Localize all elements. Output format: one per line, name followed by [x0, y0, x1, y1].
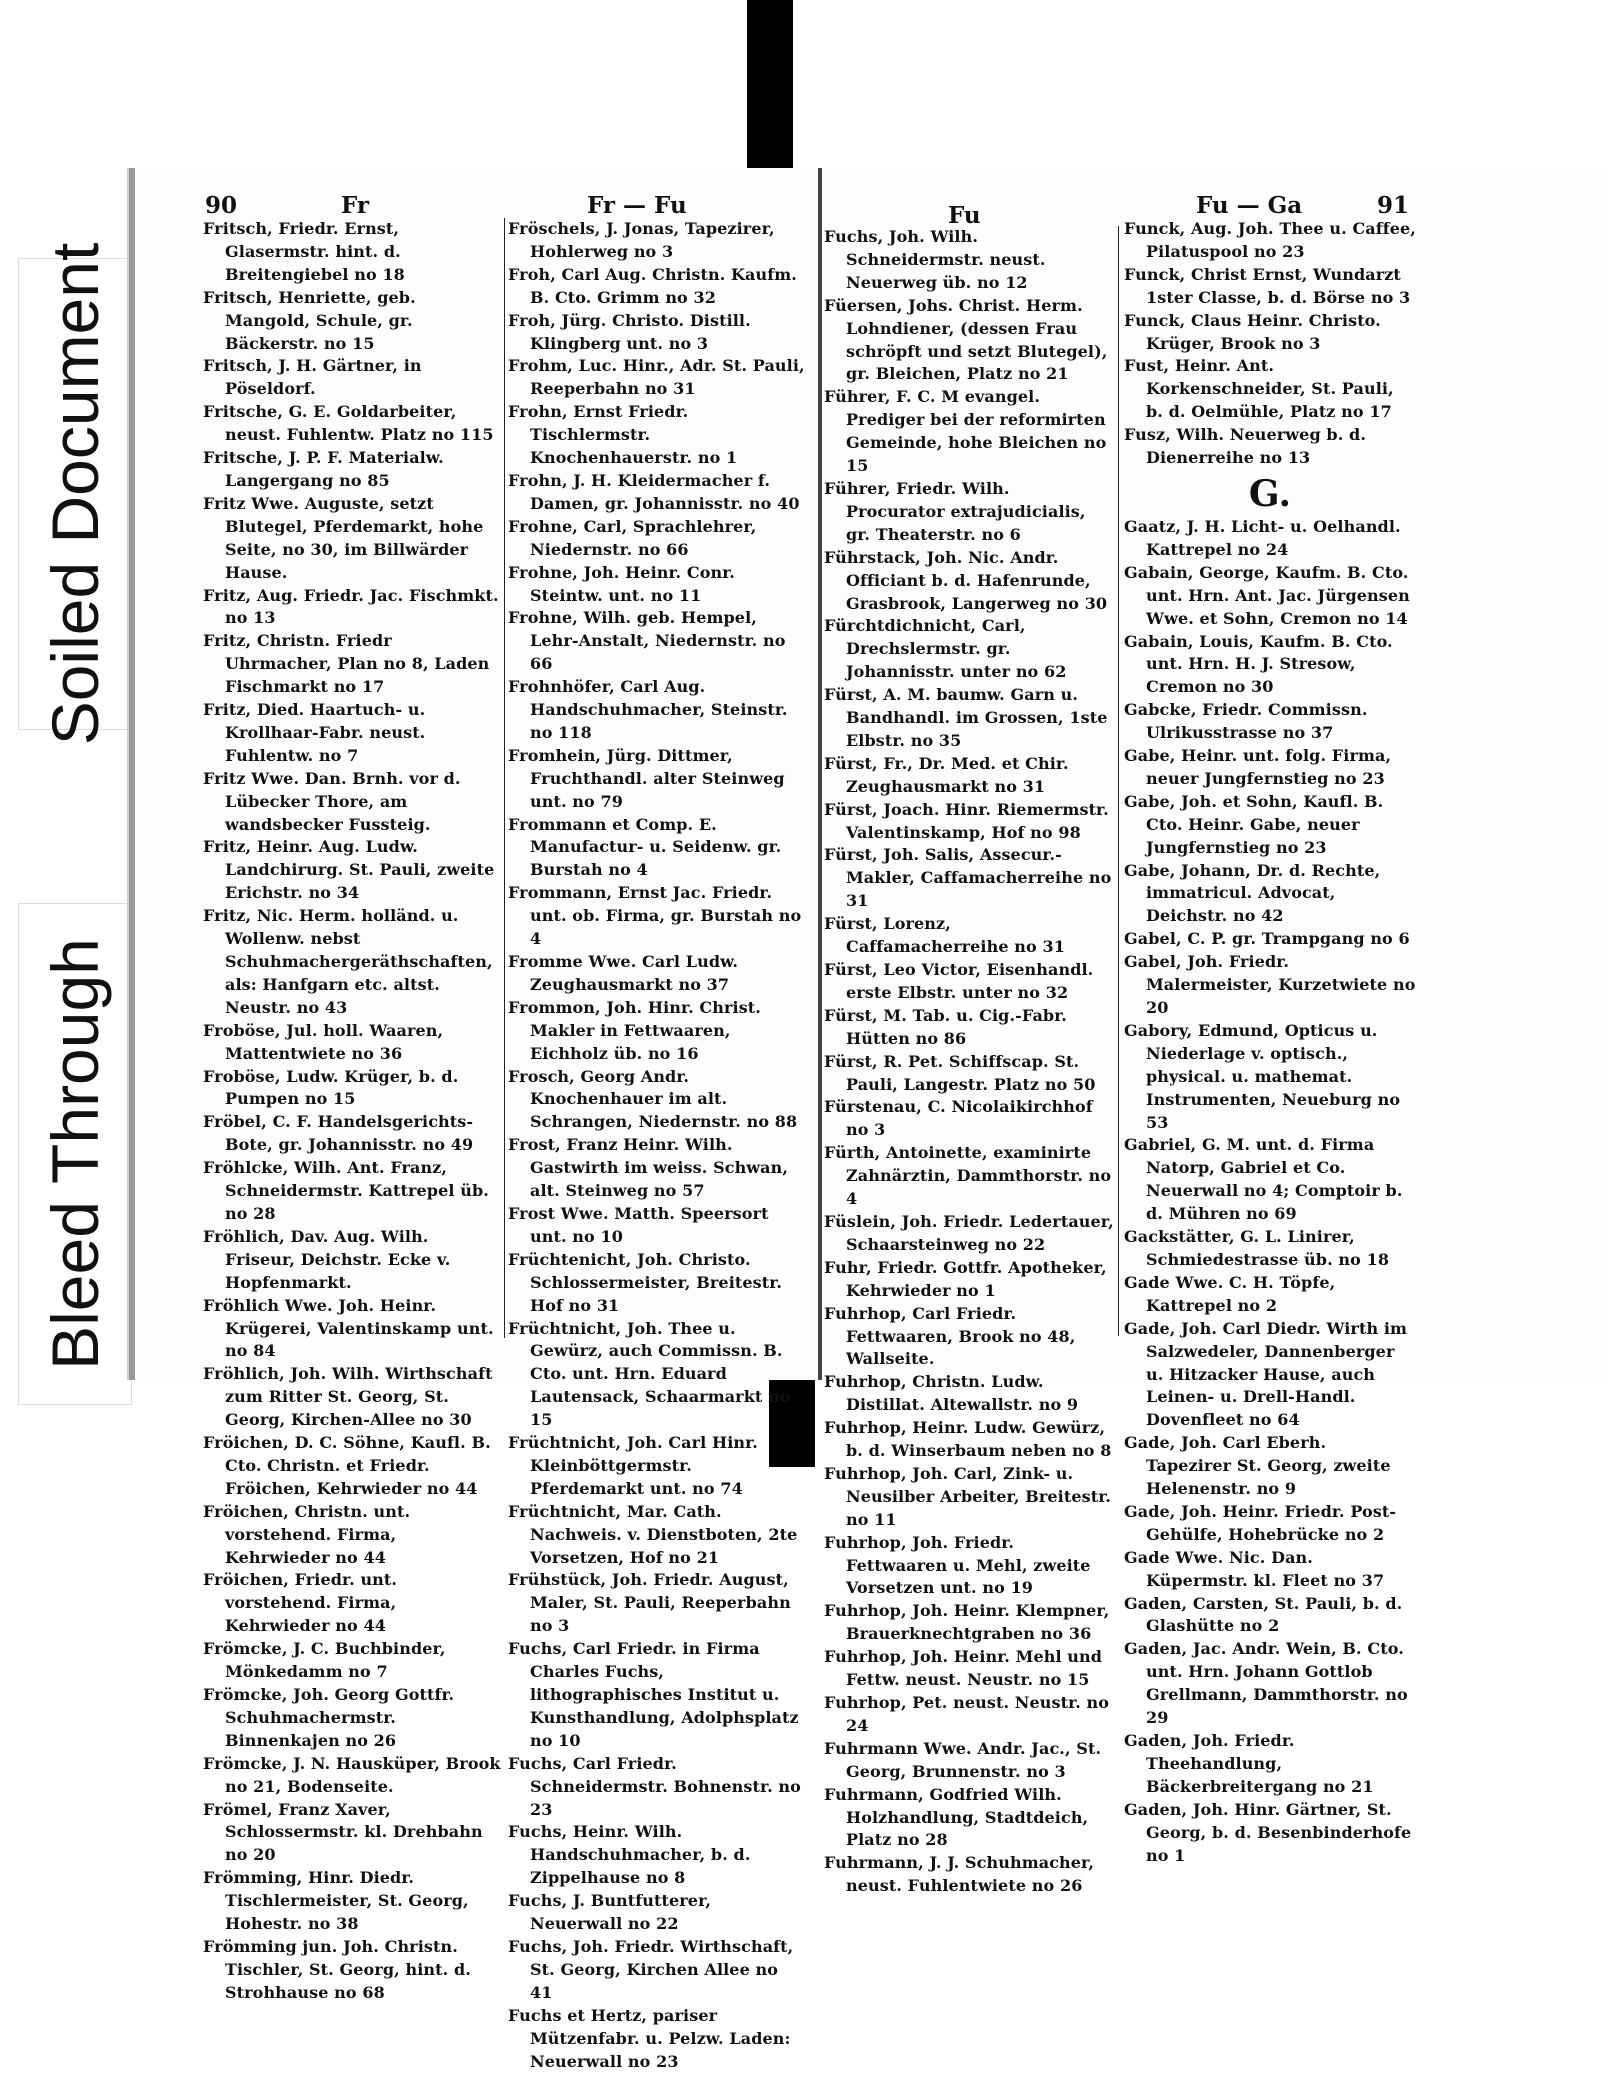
directory-entry: Fröichen, Christn. unt. vorstehend. Firma, Kehrwieder no 44 [203, 1501, 411, 1567]
directory-entry: Gabriel, G. M. unt. d. Firma Natorp, Gabriel et Co. Neuerwall no 4; Comptoir b. d. Mühren no 69 [1124, 1135, 1403, 1224]
directory-entry: Gaden, Carsten, St. Pauli, b. d. Glashütte no 2 [1124, 1593, 1403, 1636]
directory-entry: Frohm, Luc. Hinr., Adr. St. Pauli, Reeperbahn no 31 [508, 356, 805, 399]
directory-entry: Gabe, Johann, Dr. d. Rechte, immatricul. Advocat, Deichstr. no 42 [1124, 860, 1381, 926]
directory-entry: Fürst, Lorenz, Caffamacherreihe no 31 [824, 914, 1065, 957]
directory-entry: Froböse, Ludw. Krüger, b. d. Pumpen no 15 [203, 1066, 459, 1109]
directory-entry: Fuhrhop, Pet. neust. Neustr. no 24 [824, 1693, 1110, 1735]
directory-entry: Gaatz, J. H. Licht- u. Oelhandl. Kattrepel no 24 [1124, 516, 1401, 559]
directory-entry: Fürst, M. Tab. u. Cig.-Fabr. Hütten no 86 [824, 1005, 1067, 1048]
directory-entry: Frömcke, Joh. Georg Gottfr. Schuhmachermstr. Binnenkajen no 26 [203, 1685, 455, 1750]
right-page-number: 91 [1377, 192, 1410, 219]
directory-entry: Gaden, Jac. Andr. Wein, B. Cto. unt. Hrn. Johann Gottlob Grellmann, Dammthorstr. no 29 [1124, 1639, 1408, 1728]
directory-entry: Fröhlcke, Wilh. Ant. Franz, Schneidermstr. Kattrepel üb. no 28 [203, 1158, 489, 1223]
right-page-column-1 [824, 226, 1114, 1896]
directory-entry: Gade, Joh. Heinr. Friedr. Post-Gehülfe, Hohebrücke no 2 [1124, 1501, 1397, 1544]
directory-entry: Früchtenicht, Joh. Christo. Schlossermeister, Breitestr. Hof no 31 [508, 1249, 782, 1315]
book-binding-top [747, 0, 793, 176]
left-head-right: Fr — Fu [587, 192, 687, 219]
directory-entry: Frommann et Comp. E. Manufactur- u. Seidenw. gr. Burstah no 4 [508, 814, 782, 880]
directory-entry: Fröichen, D. C. Söhne, Kaufl. B. Cto. Christn. et Friedr. Fröichen, Kehrwieder no 44 [203, 1433, 491, 1498]
directory-entry: Fuchs, Carl Friedr. Schneidermstr. Bohnenstr. no 23 [508, 1753, 801, 1819]
left-page-column-2 [508, 218, 806, 2071]
directory-entry: Fritz, Heinr. Aug. Ludw. Landchirurg. St. Pauli, zweite Erichstr. no 34 [203, 837, 495, 903]
directory-entry: Fürst, R. Pet. Schiffscap. St. Pauli, Langestr. Platz no 50 [824, 1051, 1096, 1094]
directory-entry: Frommann, Ernst Jac. Friedr. unt. ob. Firma, gr. Burstah no 4 [508, 883, 802, 949]
directory-entry: Frohn, J. H. Kleidermacher f. Damen, gr. Johannisstr. no 40 [508, 470, 800, 513]
left-head-left: Fr [341, 192, 370, 219]
directory-entry: Frosch, Georg Andr. Knochenhauer im alt. Schrangen, Niedernstr. no 88 [508, 1066, 798, 1132]
directory-entry: Fuchs, Heinr. Wilh. Handschuhmacher, b. d. Zippelhause no 8 [508, 1822, 751, 1888]
directory-entry: Gabel, C. P. gr. Trampgang no 6 [1124, 929, 1410, 949]
directory-entry: Gabcke, Friedr. Commissn. Ulrikusstrasse no 37 [1124, 700, 1368, 743]
directory-entry: Fust, Heinr. Ant. Korkenschneider, St. Pauli, b. d. Oelmühle, Platz no 17 [1124, 356, 1394, 422]
directory-entry: Gade Wwe. C. H. Töpfe, Kattrepel no 2 [1124, 1272, 1336, 1315]
directory-entry: Fürst, Leo Victor, Eisenhandl. erste Elbstr. unter no 32 [824, 960, 1094, 1002]
left-page-number: 90 [205, 192, 238, 219]
directory-entry: Fuhrhop, Joh. Friedr. Fettwaaren u. Mehl, zweite Vorsetzen unt. no 19 [824, 1532, 1091, 1598]
directory-entry: Frohne, Wilh. geb. Hempel, Lehr-Anstalt, Niedernstr. no 66 [508, 608, 786, 674]
directory-entry: Froh, Jürg. Christo. Distill. Klingberg unt. no 3 [508, 310, 751, 353]
right-page [818, 168, 1604, 1896]
directory-entry: Fromhein, Jürg. Dittmer, Fruchthandl. alter Steinweg unt. no 79 [508, 745, 785, 811]
directory-entry: Funck, Christ Ernst, Wundarzt 1ster Classe, b. d. Börse no 3 [1124, 264, 1411, 307]
left-page [129, 168, 823, 2071]
directory-entry: Fritz, Aug. Friedr. Jac. Fischmkt. no 13 [203, 585, 499, 628]
directory-entry: Frommon, Joh. Hinr. Christ. Makler in Fettwaaren, Eichholz üb. no 16 [508, 997, 761, 1063]
directory-entry: Fritsch, Henriette, geb. Mangold, Schule, gr. Bäckerstr. no 15 [203, 287, 416, 353]
directory-entry: Fuchs, J. Buntfutterer, Neuerwall no 22 [508, 1891, 712, 1934]
bleed-through-label [18, 903, 132, 1405]
directory-entry: Funck, Aug. Joh. Thee u. Caffee, Pilatuspool no 23 [1124, 219, 1416, 261]
directory-entry: Fröichen, Friedr. unt. vorstehend. Firma, Kehrwieder no 44 [203, 1570, 398, 1636]
directory-entry: Fürst, Joh. Salis, Assecur.-Makler, Caffamacherreihe no 31 [824, 845, 1112, 911]
directory-entry: Fröschels, J. Jonas, Tapezirer, Hohlerweg no 3 [508, 219, 775, 261]
directory-entry: Fritsche, G. E. Goldarbeiter, neust. Fuhlentw. Platz no 115 [203, 402, 494, 445]
soiled-document-text: Soiled Document [38, 242, 112, 746]
directory-entry: Gackstätter, G. L. Linirer, Schmiedestrasse üb. no 18 [1124, 1227, 1390, 1269]
directory-entry: Froh, Carl Aug. Christn. Kaufm. B. Cto. Grimm no 32 [508, 264, 797, 307]
directory-entry: Fürth, Antoinette, examinirte Zahnärztin, Dammthorstr. no 4 [824, 1143, 1112, 1209]
directory-entry: Fusz, Wilh. Neuerweg b. d. Dienerreihe no 13 [1124, 425, 1367, 468]
directory-entry: Führer, F. C. M evangel. Prediger bei der reformirten Gemeinde, hohe Bleichen no 15 [824, 387, 1107, 476]
directory-entry: Frohne, Carl, Sprachlehrer, Niedernstr. no 66 [508, 516, 757, 559]
directory-entry: Frost Wwe. Matth. Speersort unt. no 10 [508, 1203, 769, 1246]
left-page-column-rule [504, 218, 505, 1338]
right-page-column-2 [1124, 218, 1416, 1865]
directory-entry: Fuhrhop, Joh. Heinr. Klempner, Brauerknechtgraben no 36 [824, 1601, 1110, 1644]
right-head-right: Fu — Ga [1196, 192, 1303, 219]
directory-entry: Gabain, Louis, Kaufm. B. Cto. unt. Hrn. H. J. Stresow, Cremon no 30 [1124, 631, 1393, 697]
directory-entry: Fritz Wwe. Dan. Brnh. vor d. Lübecker Thore, am wandsbecker Fussteig. [203, 768, 461, 834]
directory-entry: Fürstenau, C. Nicolaikirchhof no 3 [824, 1097, 1093, 1140]
directory-entry: Gaden, Joh. Friedr. Theehandlung, Bäckerbreitergang no 21 [1124, 1731, 1374, 1796]
directory-entry: Fuhrmann, J. J. Schuhmacher, neust. Fuhlentwiete no 26 [824, 1853, 1095, 1896]
directory-entry: Fritz, Nic. Herm. holländ. u. Wollenw. nebst Schuhmachergeräthschaften, als: Hanfgarn etc. altst. Neustr. no 43 [203, 906, 493, 1017]
directory-entry: Fröbel, C. F. Handelsgerichts-Bote, gr. Johannisstr. no 49 [203, 1112, 474, 1155]
directory-entry: Fröhlich Wwe. Joh. Heinr. Krügerei, Valentinskamp unt. no 84 [203, 1295, 494, 1361]
directory-entry: Fuchs, Joh. Wilh. Schneidermstr. neust. Neuerweg üb. no 12 [824, 227, 1046, 292]
directory-entry: Gaden, Joh. Hinr. Gärtner, St. Georg, b. d. Besenbinderhofe no 1 [1124, 1799, 1412, 1865]
directory-entry: Fuhrhop, Carl Friedr. Fettwaaren, Brook no 48, Wallseite. [824, 1303, 1076, 1369]
directory-entry: Frömcke, J. N. Hausküper, Brook no 21, Bodenseite. [203, 1753, 501, 1796]
directory-entry: Frohne, Joh. Heinr. Conr. Steintw. unt. no 11 [508, 562, 735, 605]
directory-entry: Fuchs, Carl Friedr. in Firma Charles Fuchs, lithographisches Institut u. Kunsthandlung, Adolphsplatz no 10 [508, 1639, 799, 1750]
directory-entry: Gade, Joh. Carl Diedr. Wirth im Salzwedeler, Dannenberger u. Hitzacker Hause, auch Leinen- u. Drell-Handl. Dovenfleet no 64 [1124, 1318, 1408, 1430]
directory-entry: Gabe, Joh. et Sohn, Kaufl. B. Cto. Heinr. Gabe, neuer Jungfernstieg no 23 [1124, 791, 1384, 857]
directory-entry: Funck, Claus Heinr. Christo. Krüger, Brook no 3 [1124, 310, 1381, 353]
directory-entry: Gade, Joh. Carl Eberh. Tapezirer St. Georg, zweite Helenenstr. no 9 [1124, 1433, 1391, 1499]
directory-entry: Fuhr, Friedr. Gottfr. Apotheker, Kehrwieder no 1 [824, 1257, 1107, 1300]
section-letter-heading: G. [1248, 472, 1292, 515]
directory-entry: Gabory, Edmund, Opticus u. Niederlage v. optisch., physical. u. mathemat. Instrumenten, Neueburg no 53 [1124, 1020, 1401, 1132]
directory-entry: Fürst, Joach. Hinr. Riemermstr. Valentinskamp, Hof no 98 [824, 799, 1109, 842]
directory-entry: Frömcke, J. C. Buchbinder, Mönkedamm no 7 [203, 1639, 446, 1682]
directory-entry: Fuhrhop, Joh. Carl, Zink- u. Neusilber Arbeiter, Breitestr. no 11 [824, 1463, 1111, 1529]
directory-entry: Fuchs et Hertz, pariser Mützenfabr. u. Pelzw. Laden: Neuerwall no 23 [508, 2005, 791, 2071]
directory-entry: Führer, Friedr. Wilh. Procurator extrajudicialis, gr. Theaterstr. no 6 [824, 478, 1086, 544]
directory-entry: Fromme Wwe. Carl Ludw. Zeughausmarkt no 37 [508, 952, 739, 994]
directory-entry: Frohnhöfer, Carl Aug. Handschuhmacher, Steinstr. no 118 [508, 677, 788, 742]
directory-entry: Gabel, Joh. Friedr. Malermeister, Kurzetwiete no 20 [1124, 952, 1416, 1017]
directory-entry: Fritz, Died. Haartuch- u. Krollhaar-Fabr. neust. Fuhlentw. no 7 [203, 700, 426, 765]
directory-entry: Frömming, Hinr. Diedr. Tischlermeister, St. Georg, Hohestr. no 38 [203, 1868, 469, 1934]
directory-entry: Fritz, Christn. Friedr Uhrmacher, Plan no 8, Laden Fischmarkt no 17 [203, 631, 490, 697]
directory-entry: Füersen, Johs. Christ. Herm. Lohndiener, (dessen Frau schröpft und setzt Blutegel), gr. Bleichen, Platz no 21 [824, 295, 1108, 384]
directory-entry: Frömel, Franz Xaver, Schlossermstr. kl. Drehbahn no 20 [203, 1799, 483, 1865]
directory-entry: Früchtnicht, Joh. Thee u. Gewürz, auch Commissn. B. Cto. unt. Hrn. Eduard Lautensack, Schaarmarkt no 15 [508, 1318, 791, 1430]
directory-entry: Fröhlich, Joh. Wilh. Wirthschaft zum Ritter St. Georg, St. Georg, Kirchen-Allee no 30 [203, 1364, 493, 1430]
directory-entry: Früchtnicht, Joh. Carl Hinr. Kleinböttgermstr. Pferdemarkt unt. no 74 [508, 1433, 758, 1498]
directory-entry: Füslein, Joh. Friedr. Ledertauer, Schaarsteinweg no 22 [824, 1211, 1114, 1254]
directory-entry: Fritz Wwe. Auguste, setzt Blutegel, Pferdemarkt, hohe Seite, no 30, im Billwärder Hause. [203, 493, 484, 582]
directory-entry: Fritsch, J. H. Gärtner, in Pöseldorf. [203, 356, 422, 399]
soiled-document-label [18, 242, 132, 746]
directory-entry: Gabe, Heinr. unt. folg. Firma, neuer Jungfernstieg no 23 [1124, 746, 1392, 788]
directory-entry: Frömming jun. Joh. Christn. Tischler, St. Georg, hint. d. Strohhause no 68 [203, 1936, 471, 2002]
bleed-through-text: Bleed Through [38, 938, 112, 1370]
left-page-column-1 [203, 218, 501, 2002]
directory-entry: Frost, Franz Heinr. Wilh. Gastwirth im weiss. Schwan, alt. Steinweg no 57 [508, 1135, 789, 1201]
directory-entry: Früchtnicht, Mar. Cath. Nachweis. v. Dienstboten, 2te Vorsetzen, Hof no 21 [508, 1501, 798, 1567]
directory-entry: Führstack, Joh. Nic. Andr. Officiant b. d. Hafenrunde, Grasbrook, Langerweg no 30 [824, 547, 1108, 613]
directory-entry: Fuhrhop, Christn. Ludw. Distillat. Altewallstr. no 9 [824, 1372, 1079, 1415]
directory-entry: Gabain, George, Kaufm. B. Cto. unt. Hrn. Ant. Jac. Jürgensen Wwe. et Sohn, Cremon no 14 [1124, 562, 1410, 628]
directory-entry: Fuhrmann Wwe. Andr. Jac., St. Georg, Brunnenstr. no 3 [824, 1738, 1102, 1781]
directory-entry: Fürst, A. M. baumw. Garn u. Bandhandl. im Grossen, 1ste Elbstr. no 35 [824, 685, 1108, 750]
directory-entry: Fröhlich, Dav. Aug. Wilh. Friseur, Deichstr. Ecke v. Hopfenmarkt. [203, 1226, 451, 1292]
right-page-column-rule [1118, 226, 1119, 1336]
directory-entry: Fritsche, J. P. F. Materialw. Langergang no 85 [203, 448, 444, 490]
right-head-left: Fu [948, 202, 981, 229]
directory-entry: Fuhrmann, Godfried Wilh. Holzhandlung, Stadtdeich, Platz no 28 [824, 1784, 1089, 1850]
directory-entry: Froböse, Jul. holl. Waaren, Mattentwiete no 36 [203, 1020, 444, 1063]
directory-entry: Fuchs, Joh. Friedr. Wirthschaft, St. Georg, Kirchen Allee no 41 [508, 1936, 794, 2002]
directory-entry: Gade Wwe. Nic. Dan. Küpermstr. kl. Fleet no 37 [1124, 1547, 1385, 1590]
directory-entry: Fritsch, Friedr. Ernst, Glasermstr. hint. d. Breitengiebel no 18 [203, 219, 405, 284]
directory-entry: Fuhrhop, Heinr. Ludw. Gewürz, b. d. Winserbaum neben no 8 [824, 1418, 1112, 1461]
directory-entry: Fuhrhop, Joh. Heinr. Mehl und Fettw. neust. Neustr. no 15 [824, 1647, 1103, 1690]
directory-entry: Frühstück, Joh. Friedr. August, Maler, St. Pauli, Reeperbahn no 3 [508, 1570, 791, 1636]
directory-entry: Frohn, Ernst Friedr. Tischlermstr. Knochenhauerstr. no 1 [508, 402, 738, 468]
directory-entry: Fürchtdichnicht, Carl, Drechslermstr. gr. Johannisstr. unter no 62 [824, 616, 1067, 682]
directory-entry: Fürst, Fr., Dr. Med. et Chir. Zeughausmarkt no 31 [824, 753, 1069, 796]
